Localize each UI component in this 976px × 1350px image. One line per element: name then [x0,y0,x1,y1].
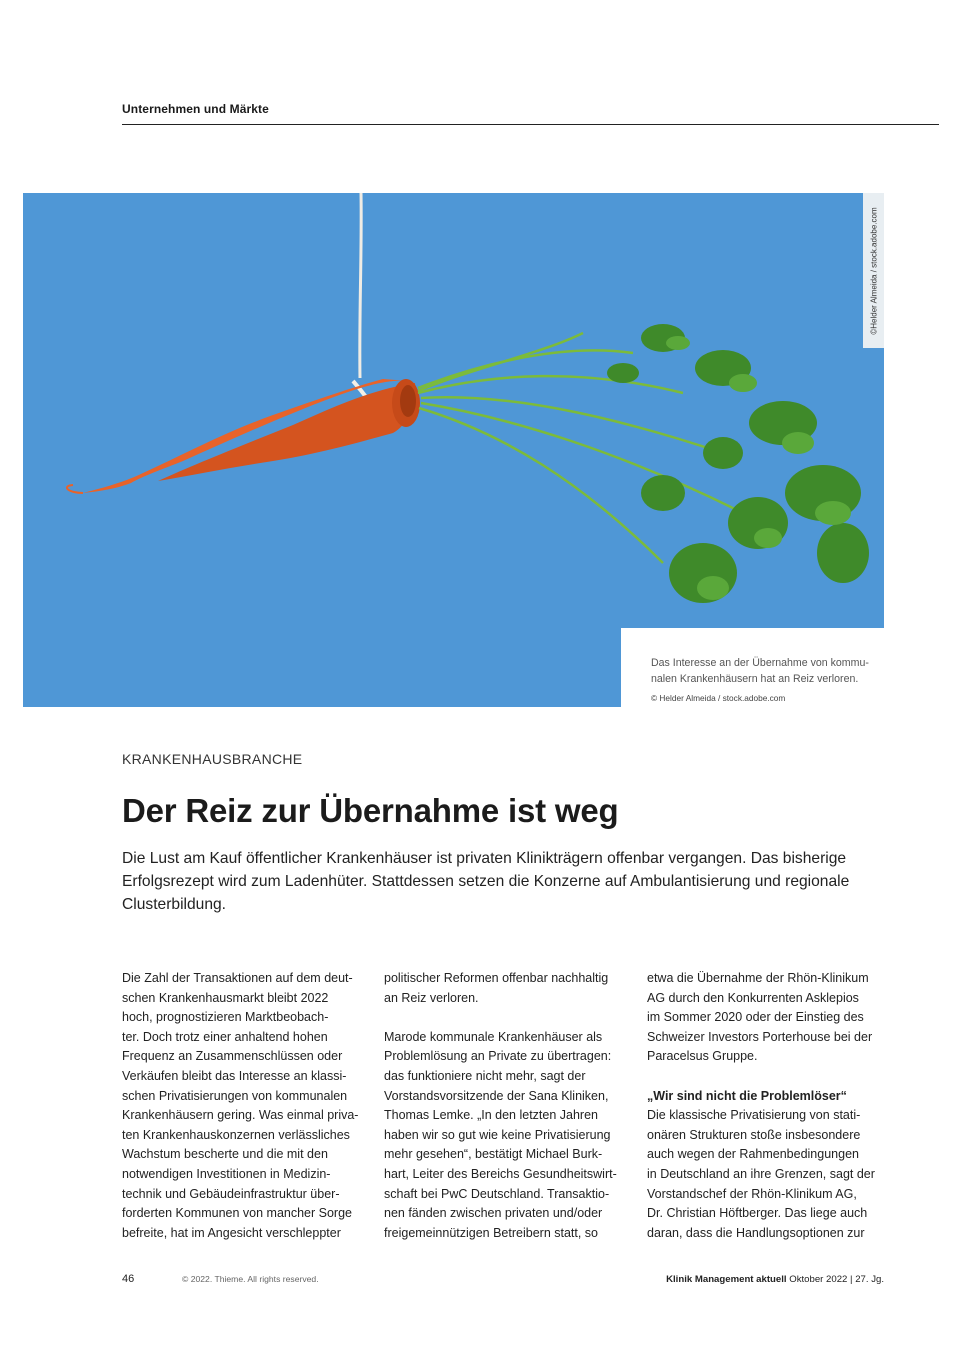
paragraph-gap [384,1008,622,1028]
article-column-2 [384,969,622,1243]
body-line: AG durch den Konkurrenten Asklepios [647,990,859,1005]
photo-credit-vertical-text: ©Helder Almeida / stock.adobe.com [869,206,878,335]
body-line: politischer Reformen offenbar nachhaltig [384,971,609,985]
caption-line: nalen Krankenhäusern hat an Reiz verloren. [651,673,859,685]
body-line: hoch, prognostizieren Marktbeobach- [122,1010,329,1025]
body-line: Vorstandschef der Rhön-Klinikum AG, [647,1186,857,1201]
magazine-name: Klinik Management aktuell [666,1274,787,1285]
image-caption [621,628,884,707]
article-kicker: KRANKENHAUSBRANCHE [122,751,303,767]
body-line: freigemeinnützigen Betreibern statt, so [384,1225,599,1240]
article-subhead: „Wir sind nicht die Problemlöser“ [647,1088,847,1103]
body-line: schaft bei PwC Deutschland. Transaktio- [384,1186,610,1201]
article-column-1 [122,969,360,1243]
header-rule [122,124,939,125]
body-line: Problemlösung an Private zu übertragen: [384,1049,612,1064]
page-number: 46 [122,1273,135,1285]
body-line: daran, dass die Handlungsoptionen zur [647,1225,865,1240]
caption-line: Das Interesse an der Übernahme von kommu- [651,657,869,669]
body-line: ten Krankenhauskonzernen verlässliches [122,1127,350,1142]
body-line: Paracelsus Gruppe. [647,1049,758,1064]
body-line: Die Zahl der Transaktionen auf dem deut- [122,971,353,985]
body-line: im Sommer 2020 oder der Einstieg des [647,1010,864,1025]
body-line: das funktioniere nicht mehr, sagt der [384,1068,586,1083]
photo-credit-vertical [863,193,884,348]
body-line: onären Strukturen stoße insbesondere [647,1127,861,1142]
caption-text [651,655,883,687]
lead-line: Erfolgsrezept wird zum Ladenhüter. Stattdessen setzen die Konzerne auf Ambulantisierung und regionale [122,873,850,890]
body-line: mehr gesehen“, bestätigt Michael Burk- [384,1147,603,1162]
article-headline: Der Reiz zur Übernahme ist weg [122,792,619,829]
body-line: Die klassische Privatisierung von stati- [647,1108,861,1123]
body-line: Schweizer Investors Porterhouse bei der [647,1029,873,1044]
issue-info: Oktober 2022 | 27. Jg. [789,1274,884,1285]
body-line: Vorstandsvorsitzende der Sana Kliniken, [384,1088,609,1103]
body-line: in Deutschland an ihre Grenzen, sagt der [647,1166,875,1181]
body-line: forderten Kommunen von mancher Sorge [122,1206,352,1221]
article-column-3 [647,969,885,1243]
body-line: Verkäufen bleibt das Interesse an klassi- [122,1068,347,1083]
body-line: hart, Leiter des Bereichs Gesundheitswirt- [384,1166,617,1181]
article-lead [122,847,892,916]
body-line: ter. Doch trotz einer anhaltend hohen [122,1029,328,1044]
body-line: befreite, hat im Angesicht verschleppter [122,1225,341,1240]
body-line: etwa die Übernahme der Rhön-Klinikum [647,971,869,985]
body-line: haben wir so gut wie keine Privatisierung [384,1127,611,1142]
footer-publication [666,1274,884,1285]
body-line: Dr. Christian Höftberger. Das liege auch [647,1206,868,1221]
lead-line: Die Lust am Kauf öffentlicher Krankenhäuser ist privaten Klinikträgern offenbar vergangen. Das bisherige [122,850,847,867]
paragraph-gap [647,1067,885,1087]
caption-credit: © Helder Almeida / stock.adobe.com [651,693,786,703]
body-line: an Reiz verloren. [384,990,479,1005]
body-line: schen Krankenhausmarkt bleibt 2022 [122,990,329,1005]
body-line: Frequenz an Zusammenschlüssen oder [122,1049,343,1064]
footer-copyright: © 2022. Thieme. All rights reserved. [182,1274,319,1284]
body-line: Krankenhäusern gering. Was einmal priva- [122,1108,359,1123]
body-line: Wachstum bescherte und die mit den [122,1147,328,1162]
body-line: technik und Gebäudeinfrastruktur über- [122,1186,340,1201]
body-line: schen Privatisierungen von kommunalen [122,1088,348,1103]
body-line: Marode kommunale Krankenhäuser als [384,1029,603,1044]
body-line: nen fänden zwischen privaten und/oder [384,1206,603,1221]
lead-line: Clusterbildung. [122,896,227,913]
body-line: notwendigen Investitionen in Medizin- [122,1166,331,1181]
body-line: Thomas Lemke. „In den letzten Jahren [384,1108,599,1123]
body-line: auch wegen der Rahmenbedingungen [647,1147,859,1162]
section-label: Unternehmen und Märkte [122,102,269,116]
